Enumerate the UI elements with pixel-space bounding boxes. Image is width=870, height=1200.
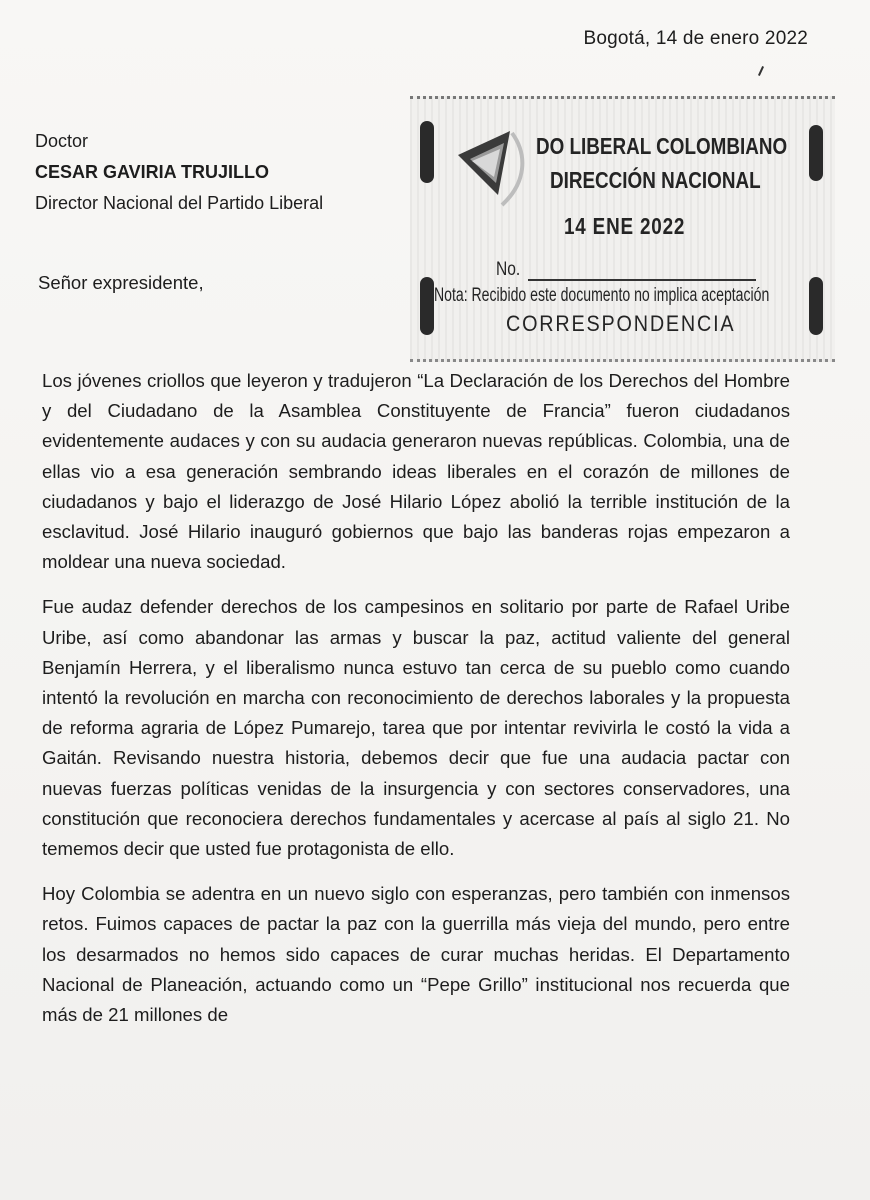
letter-date: Bogotá, 14 de enero 2022 <box>583 28 808 49</box>
recipient-position: Director Nacional del Partido Liberal <box>35 193 324 213</box>
recipient-title: Doctor <box>35 131 89 151</box>
stamp-note: Nota: Recibido este documento no implica aceptación <box>434 285 770 306</box>
body-paragraph: Los jóvenes criollos que leyeron y tradujeron “La Declaración de los Derechos del Hombre y del Ciudadano de la Asamblea Constituyente de Francia” fueron ciudadanos evidentemente audaces y con su audacia generaron nuevas repúblicas. Colombia, una de ellas vio a esa generación sembrando ideas liberales en el corazón de millones de ciudadanos y bajo el liderazgo de José Hilario López abolió la terrible institución de la esclavitud. José Hilario inauguró gobiernos que bajo las banderas rojas empezaron a moldear una nueva sociedad. <box>42 370 790 573</box>
recipient-block <box>35 126 323 219</box>
stamp-office: DIRECCIÓN NACIONAL <box>550 167 761 193</box>
party-logo-icon <box>452 125 536 209</box>
stamp-number-line <box>528 279 756 281</box>
stamp-date: 14 ENE 2022 <box>564 213 686 239</box>
reception-stamp <box>410 96 835 362</box>
stamp-department: CORRESPONDENCIA <box>506 311 736 336</box>
stamp-number-label: No. <box>496 259 521 280</box>
body-paragraph: Hoy Colombia se adentra en un nuevo siglo con esperanzas, pero también con inmensos retos. Fuimos capaces de pactar la paz con la guerrilla más vieja del mundo, pero entre los desarmados no hemos sido capaces de curar muchas heridas. El Departamento Nacional de Planeación, actuando como un “Pepe Grillo” institucional nos recuerda que más de 21 millones de <box>42 883 790 1026</box>
recipient-name: CESAR GAVIRIA TRUJILLO <box>35 162 270 182</box>
salutation: Señor expresidente, <box>38 272 204 293</box>
stamp-frame-mark <box>420 277 434 335</box>
stamp-frame-mark <box>809 277 823 335</box>
pen-mark <box>758 66 764 76</box>
body-paragraph: Fue audaz defender derechos de los campesinos en solitario por parte de Rafael Uribe Uribe, así como abandonar las armas y buscar la paz, actitud valiente del general Benjamín Herrera, y el liberalismo nunca estuvo tan cerca de su pueblo como cuando intentó la revolución en marcha con reconocimiento de derechos laborales y la propuesta de reforma agraria de López Pumarejo, tarea que por intentar revivirla le costó la vida a Gaitán. Revisando nuestra historia, debemos decir que fue una audacia pactar con nuevas fuerzas políticas venidas de la insurgencia y con sectores conservadores, una constitución que reconociera derechos fundamentales y acercase al país al siglo 21. No tememos decir que usted fue protagonista de ello. <box>42 596 790 860</box>
letter-body <box>42 366 790 1045</box>
stamp-frame-mark <box>420 121 434 183</box>
stamp-frame-mark <box>809 125 823 181</box>
stamp-party: DO LIBERAL COLOMBIANO <box>536 133 788 159</box>
